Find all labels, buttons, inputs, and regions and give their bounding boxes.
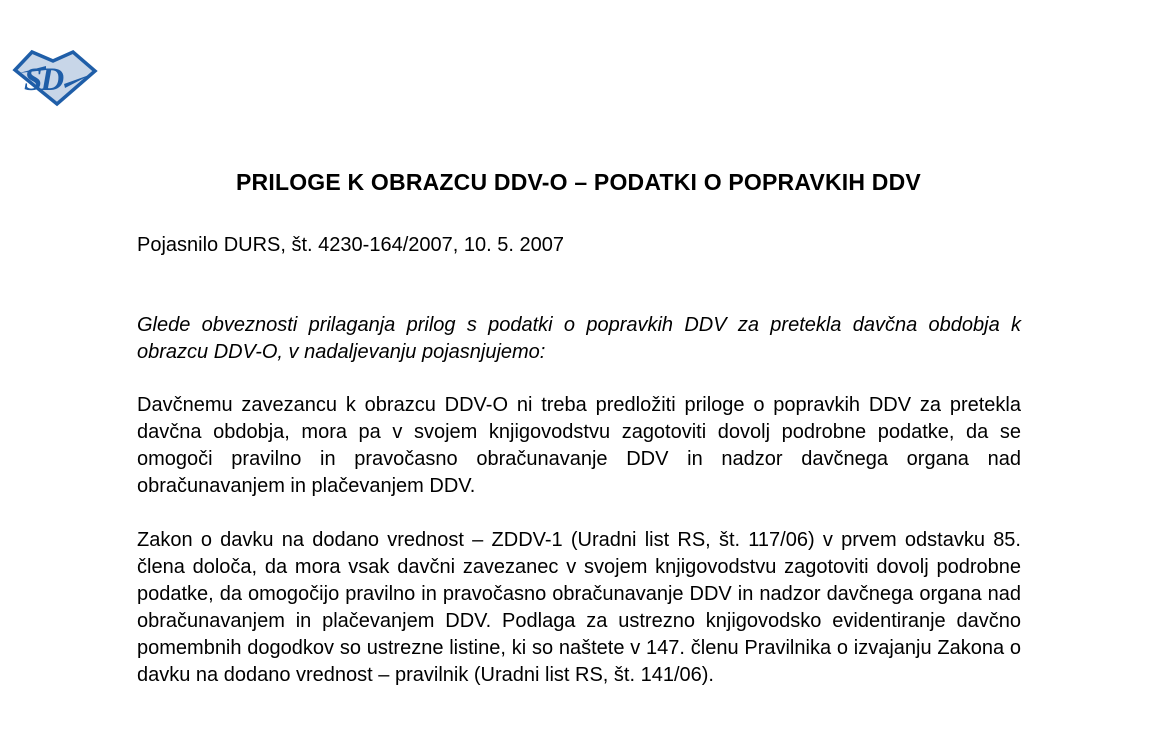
logo-letters: SD (24, 62, 63, 98)
document-title: PRILOGE K OBRAZCU DDV-O – PODATKI O POPRAVKIH DDV (236, 169, 921, 195)
document-reference-line: Pojasnilo DURS, št. 4230-164/2007, 10. 5. 2007 (137, 234, 564, 256)
body-paragraph-1: Davčnemu zavezancu k obrazcu DDV-O ni treba predložiti priloge o popravkih DDV za pretekla davčna obdobja, mora pa v svojem knjigovodstvu zagotoviti dovolj podrobne podatke, da se omogoči pravilno in pravočasno obračunavanje DDV in nadzor davčnega organa nad obračunavanjem in plačevanjem DDV. (137, 394, 1021, 497)
body-paragraph-2: Zakon o davku na dodano vrednost – ZDDV-1 (Uradni list RS, št. 117/06) v prvem odstavku 85. člena določa, da mora vsak davčni zavezanec v svojem knjigovodstvu zagotoviti dovolj podrobne podatke, da omogočijo pravilno in pravočasno obračunavanje DDV in nadzor davčnega organa nad obračunavanjem in plačevanjem DDV. Podlaga za ustrezno knjigovodsko evidentiranje davčno pomembnih dogodkov so ustrezne listine, ki so naštete v 147. členu Pravilnika o izvajanju Zakona o davku na dodano vrednost – pravilnik (Uradni list RS, št. 141/06). (137, 529, 1021, 686)
lead-paragraph-italic: Glede obveznosti prilaganja prilog s podatki o popravkih DDV za pretekla davčna obdobja k obrazcu DDV-O, v nadaljevanju pojasnjujemo: (137, 314, 1021, 363)
sd-diamond-logo-icon (10, 46, 100, 110)
company-logo (10, 46, 100, 110)
